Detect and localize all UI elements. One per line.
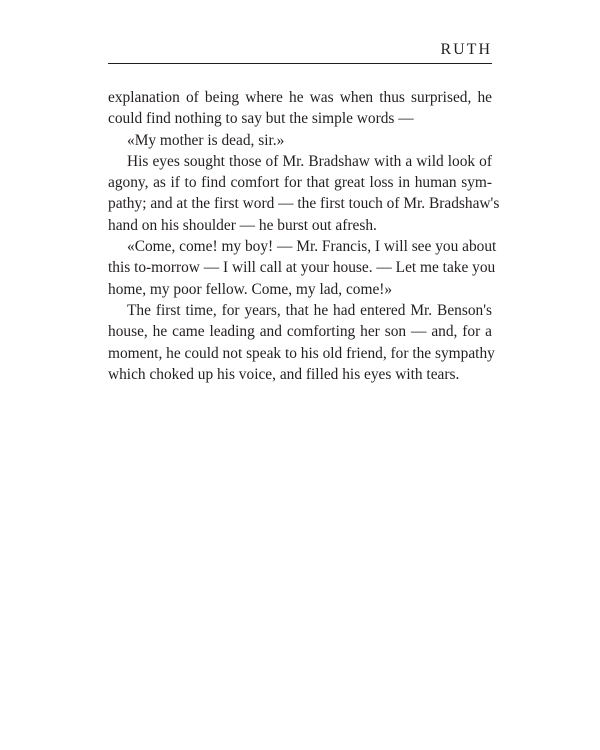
text-line: pathy; and at the first word — the first touch of Mr. Bradshaw's	[108, 195, 500, 213]
text-line: explanation of being where he was when thus surprised, he	[108, 89, 492, 106]
text-line: hand on his shoulder — he burst out afresh.	[108, 216, 377, 234]
text-line: home, my poor fellow. Come, my lad, come!»	[108, 280, 393, 298]
text-line: His eyes sought those of Mr. Bradshaw with a wild look of	[127, 152, 492, 170]
text-line: The first time, for years, that he had entered Mr. Benson's	[127, 301, 492, 319]
text-line: could find nothing to say but the simple words —	[108, 110, 414, 128]
text-line: this to-morrow — I will call at your house. — Let me take you	[108, 259, 496, 277]
text-line: agony, as if to find comfort for that great loss in human sym-	[108, 174, 492, 192]
running-head: RUTH	[440, 41, 492, 58]
text-line: moment, he could not speak to his old friend, for the sympathy	[108, 344, 495, 362]
body-text	[108, 87, 500, 385]
text-line: «Come, come! my boy! — Mr. Francis, I will see you about	[127, 238, 497, 256]
text-line: «My mother is dead, sir.»	[127, 131, 285, 149]
text-line: which choked up his voice, and filled his eyes with tears.	[108, 365, 460, 383]
text-line: house, he came leading and comforting her son — and, for a	[108, 323, 492, 341]
header-rule	[108, 63, 492, 64]
